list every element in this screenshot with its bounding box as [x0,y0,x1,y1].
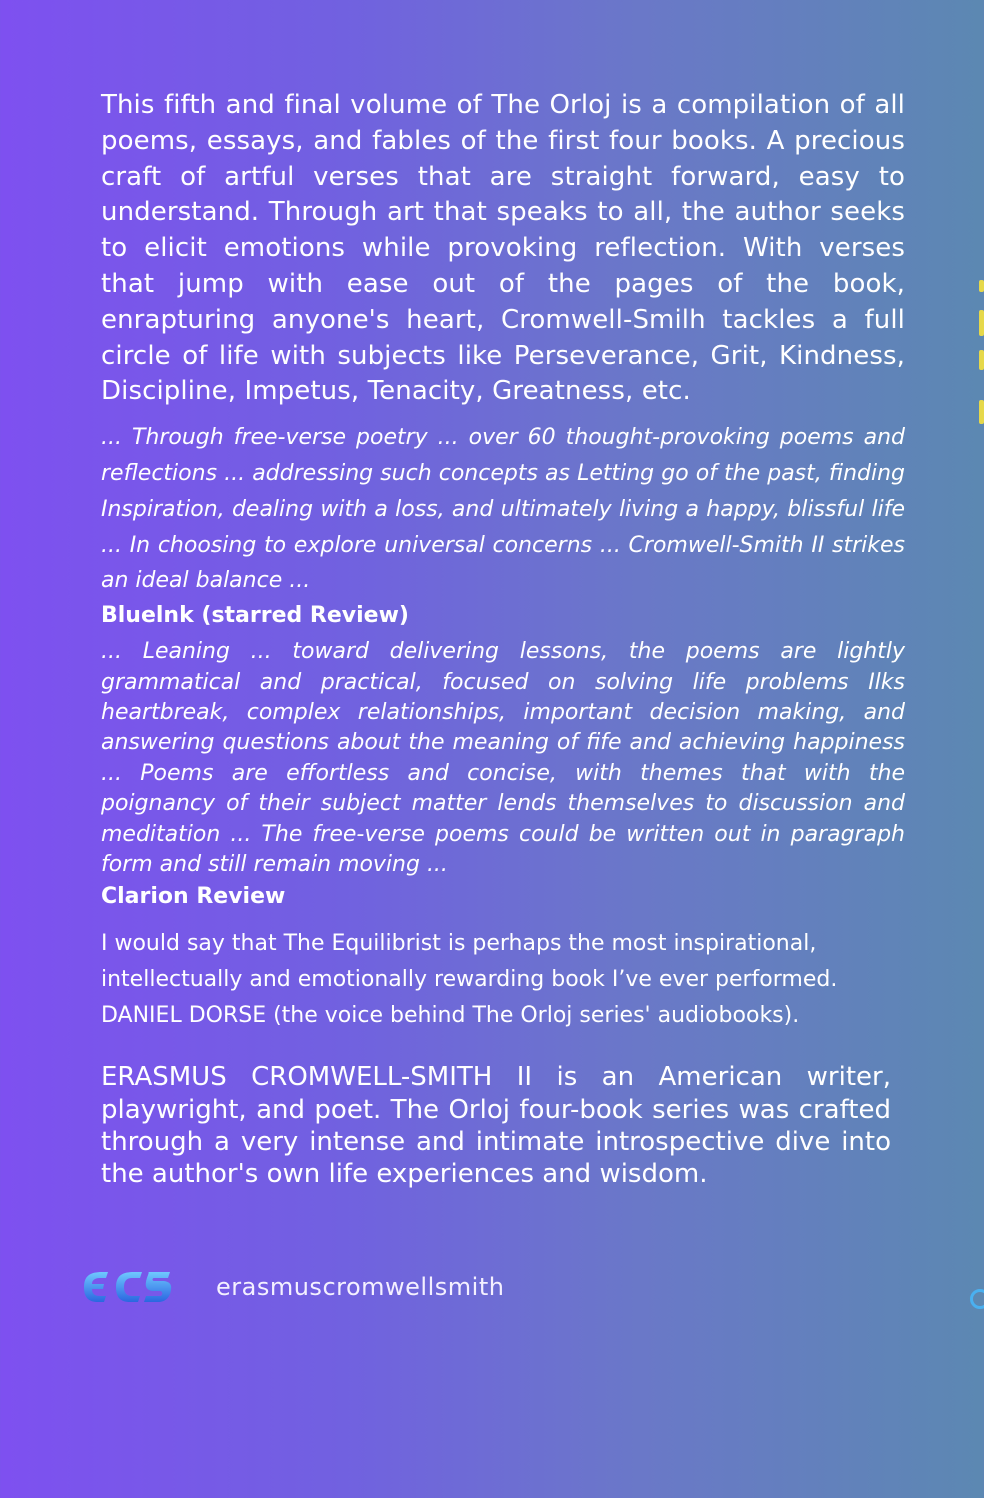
review-quote-clarion: ... Leaning ... toward delivering lessons, the poems are lightly grammatical and practical, focused on solving life problems Ilks heartbreak, complex relationships, important decision making, and answering questions about the meaning of fife and achieving happiness ... Poems are effortless and concise, with themes that with the poignancy of their subject matter lends themselves to discussion and meditation ... The free-verse poems could be written out in paragraph form and still remain moving ... [101,639,905,877]
edge-mark [979,310,984,336]
edge-mark [979,280,984,292]
book-description: This fifth and final volume of The Orloj is a compilation of all poems, essays, and fables of the first four books. A precious craft of artful verses that are straight forward, easy to understand. Through art that speaks to all, the author seeks to elicit emotions while provoking reflection. With verses that jump with ease out of the pages of the book, enrapturing anyone's heart, Cromwell-Smilh tackles a full circle of life with subjects like Perseverance, Grit, Kindness, Discipline, Impetus, Tenacity, Greatness, etc. [101,90,905,407]
testimonial-line-2: intellectually and emotionally rewarding book I’ve ever performed. [101,967,838,992]
edge-circle-icon [970,1289,984,1309]
review-quote-bluelnk: ... Through free-verse poetry ... over 60 thought-provoking poems and reflections ... addressing such concepts as Letting go of the past, finding Inspiration, dealing with a loss, and ultimately living a happy, blissful life ... In choosing to explore universal concerns ... Cromwell-Smith II strikes an ideal balance ... [101,425,905,594]
edge-mark [979,350,984,370]
testimonial-line-1: I would say that The Equilibrist is perhaps the most inspirational, [101,931,817,957]
testimonial-attribution: DANIEL DORSE (the voice behind The Orloj series' audiobooks). [101,1002,800,1028]
spine-edge-marks [976,280,984,430]
ecs-logo-icon [78,1268,174,1306]
back-cover-text [101,88,905,1191]
review-source-clarion: Clarion Review [101,884,286,910]
review-source-bluelnk: Bluelnk (starred Review) [101,603,409,629]
social-handle: erasmuscromwellsmith [216,1273,505,1301]
narrator-testimonial [101,926,905,1033]
author-bio: ERASMUS CROMWELL-SMITH II is an American writer, playwright, and poet. The Orloj four-book series was crafted through a very intense and intimate introspective dive into the author's own life experiences and wisdom. [101,1062,891,1190]
footer [78,1268,504,1306]
edge-mark [979,400,984,424]
